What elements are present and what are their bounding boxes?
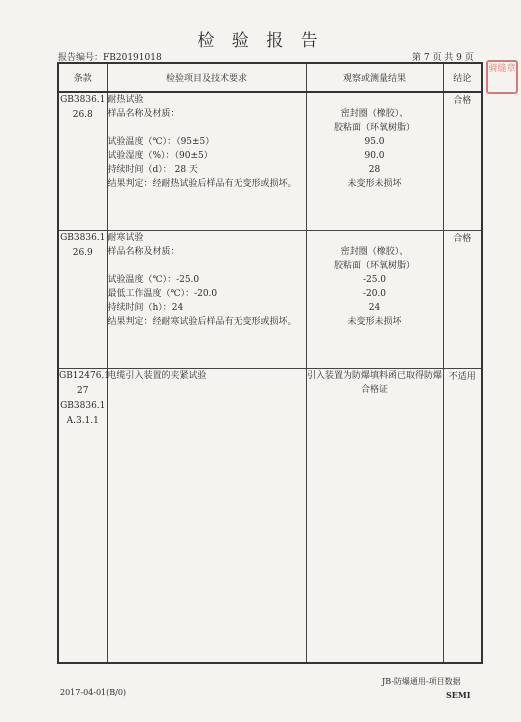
- clause-line: 26.9: [72, 247, 93, 258]
- requirement-line: 持续时间（h）：24: [107, 302, 184, 313]
- clause-line: 26.8: [72, 110, 93, 120]
- verdict-cell: 不适用: [443, 368, 482, 663]
- result-line: -25.0: [362, 274, 387, 285]
- requirement-cell: [107, 230, 306, 368]
- result-line: 胶粘面（环氧树脂）: [333, 260, 415, 271]
- header-verdict: 结论: [443, 63, 482, 92]
- clause-cell: [58, 368, 111, 663]
- seal-stamp: [486, 60, 518, 94]
- result-cell: [306, 230, 443, 368]
- verdict-cell: 合格: [443, 92, 482, 230]
- requirement-line: 样品名称及材质：: [107, 109, 180, 119]
- form-date: 2017-04-01(B/0): [60, 688, 127, 697]
- report-title: 检 验 报 告: [197, 31, 324, 51]
- result-cell: [306, 368, 443, 663]
- clause-line: GB3836.1: [60, 232, 106, 243]
- table-header-row: [58, 63, 482, 92]
- table-row: [58, 92, 482, 230]
- result-line: 未变形未损坏: [347, 316, 402, 327]
- form-code: JB-防爆通用-项目数据: [382, 677, 461, 686]
- requirement-line: 电缆引入装置的夹紧试验: [107, 370, 207, 381]
- requirement-line: 结果判定：经耐寒试验后样品有无变形或损坏。: [107, 316, 297, 327]
- header-clause: 条款: [58, 63, 107, 92]
- result-line: 合格证: [360, 384, 388, 395]
- result-line: 密封圈（橡胶）、: [340, 109, 409, 119]
- result-line: 24: [368, 302, 381, 313]
- result-line: 90.0: [364, 151, 385, 161]
- seal-stamp-text: 骑缝章: [488, 64, 516, 74]
- inspection-table: [57, 62, 483, 664]
- requirement-cell: [107, 368, 306, 663]
- table-row: [58, 368, 482, 663]
- requirement-cell: [107, 92, 306, 230]
- verdict-cell: 合格: [443, 230, 482, 368]
- clause-line: A.3.1.1: [66, 415, 99, 426]
- result-line: 95.0: [364, 137, 385, 147]
- header-requirement: 检验项目及技术要求: [107, 63, 306, 92]
- requirement-line: 持续时间（d）： 28 天: [107, 165, 198, 175]
- clause-line: GB3836.1: [60, 95, 106, 105]
- company-logo: SEMI: [446, 690, 471, 700]
- header-result: 观察或测量结果: [306, 63, 443, 92]
- result-line: -20.0: [362, 288, 387, 299]
- report-number-label: 报告编号：: [58, 53, 104, 63]
- clause-line: GB3836.1: [60, 400, 106, 411]
- requirement-line: 样品名称及材质：: [107, 246, 180, 257]
- result-line: 密封圈（橡胶）、: [340, 246, 409, 257]
- requirement-line: 耐热试验: [107, 95, 144, 105]
- report-number-value: FB20191018: [103, 53, 162, 63]
- requirement-line: 耐寒试验: [107, 232, 144, 243]
- requirement-line: 试验湿度（%）：（90±5）: [107, 151, 213, 161]
- requirement-line: 最低工作温度（℃）：-20.0: [107, 288, 218, 299]
- requirement-line: 试验温度（℃）：-25.0: [107, 274, 200, 285]
- clause-cell: [58, 230, 107, 368]
- clause-line: 27: [77, 385, 89, 396]
- result-line: 未变形未损坏: [347, 179, 402, 189]
- result-cell: [306, 92, 443, 230]
- table-row: [58, 230, 482, 368]
- page-info: 第 7 页 共 9 页: [412, 53, 474, 63]
- requirement-line: 结果判定：经耐热试验后样品有无变形或损坏。: [107, 179, 297, 189]
- result-line: 引入装置为防爆填料函已取得防爆: [306, 370, 442, 381]
- clause-line: GB12476.1: [59, 370, 111, 381]
- result-line: 胶粘面（环氧树脂）: [333, 123, 415, 133]
- clause-cell: [58, 92, 107, 230]
- requirement-line: 试验温度（℃）：（95±5）: [107, 137, 215, 147]
- result-line: 28: [368, 165, 381, 175]
